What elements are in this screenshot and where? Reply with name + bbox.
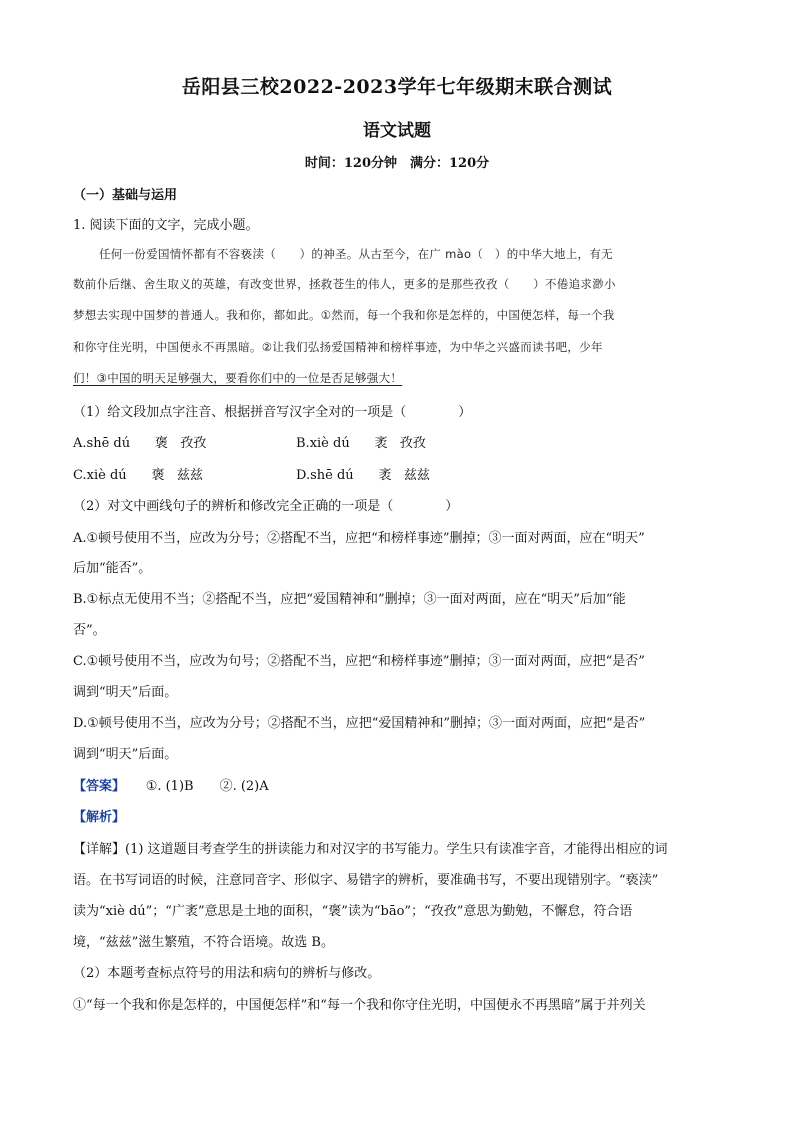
sub-question-1: （1）给文段加点字注音、根据拼音写汉字全对的一项是（ ） [73,405,472,420]
option-2a-line-2: 后加“能否”。 [73,561,152,576]
analysis-label: 【解析】 [73,810,126,825]
option-a: A.shē dú 褒 孜孜 [73,436,207,451]
detail-line-5: （2）本题考查标点符号的用法和病句的辨析与修改。 [73,966,381,981]
question-1-stem: 1. 阅读下面的文字，完成小题。 [73,218,259,233]
detail-line-3: 读为“xiè dú”；“广袤”意思是土地的面积，“褒”读为“bāo”；“孜孜”意思为勤勉，不懈怠，符合语 [73,904,633,919]
detail-line-2: 语。在书写词语的时候，注意同音字、形似字、易错字的辨析，要准确书写，不要出现错别字。“亵渎” [73,873,659,888]
detail-line-6: ①“每一个我和你是怎样的，中国便怎样”和“每一个我和你守住光明，中国便永不再黑暗”属于并列关 [73,998,646,1013]
subject-title: 语文试题 [363,121,431,141]
answer-row [73,775,269,794]
passage-line-3: 梦想去实现中国梦的普通人。我和你，都如此。①然而，每一个我和你是怎样的，中国便怎样，每一个我 [73,308,615,322]
passage-line-4: 和你守住光明，中国便永不再黑暗。②让我们弘扬爱国精神和榜样事迹，为中华之兴盛而读书吧，少年 [73,340,603,354]
exam-title: 岳阳县三校2022-2023学年七年级期末联合测试 [181,76,613,98]
option-2d-line-2: 调到“明天”后面。 [73,747,178,762]
option-2b-line-2: 否”。 [73,623,106,638]
section-heading: （一）基础与运用 [73,188,178,203]
option-2b-line-1: B.①标点无使用不当；②搭配不当，应把“爱国精神和”删掉；③一面对两面，应在“明天”后加“能 [73,592,626,607]
detail-line-4: 境，“兹兹”滋生繁殖，不符合语境。故选 B。 [73,935,334,950]
detail-line-1: 【详解】(1) 这道题目考查学生的拼读能力和对汉字的书写能力。学生只有读准字音，才能得出相应的词 [73,842,668,857]
option-c: C.xiè dú 褒 兹兹 [73,468,203,483]
answer-text: ①. (1)B ②. (2)A [145,779,269,794]
passage-line-1: 任何一份爱国情怀都有不容亵渎（ ）的神圣。从古至今，在广 mào（ ）的中华大地上，有无 [99,247,613,261]
passage-line-2: 数前仆后继、舍生取义的英雄，有改变世界，拯救苍生的伟人，更多的是那些孜孜（ ）不倦追求渺小 [73,277,616,291]
option-2d-line-1: D.①顿号使用不当，应改为分号；②搭配不当，应把“爱国精神和”删掉；③一面对两面，应把“是否” [73,716,646,731]
option-d: D.shē dú 袤 兹兹 [296,468,430,483]
option-2a-line-1: A.①顿号使用不当，应改为分号；②搭配不当，应把“和榜样事迹”删掉；③一面对两面，应在“明天” [73,531,645,546]
option-2c-line-1: C.①顿号使用不当，应改为句号；②搭配不当，应把“和榜样事迹”删掉；③一面对两面，应把“是否” [73,654,645,669]
sub-question-2: （2）对文中画线句子的辨析和修改完全正确的一项是（ ） [73,499,459,514]
passage-line-5: 们！③中国的明天足够强大，要看你们中的一位是否足够强大！ [73,371,403,385]
time-info: 时间：120分钟 满分：120分 [304,156,490,171]
answer-label: 【答案】 [73,779,126,794]
option-2c-line-2: 调到“明天”后面。 [73,685,178,700]
option-b: B.xiè dú 袤 孜孜 [296,436,426,451]
